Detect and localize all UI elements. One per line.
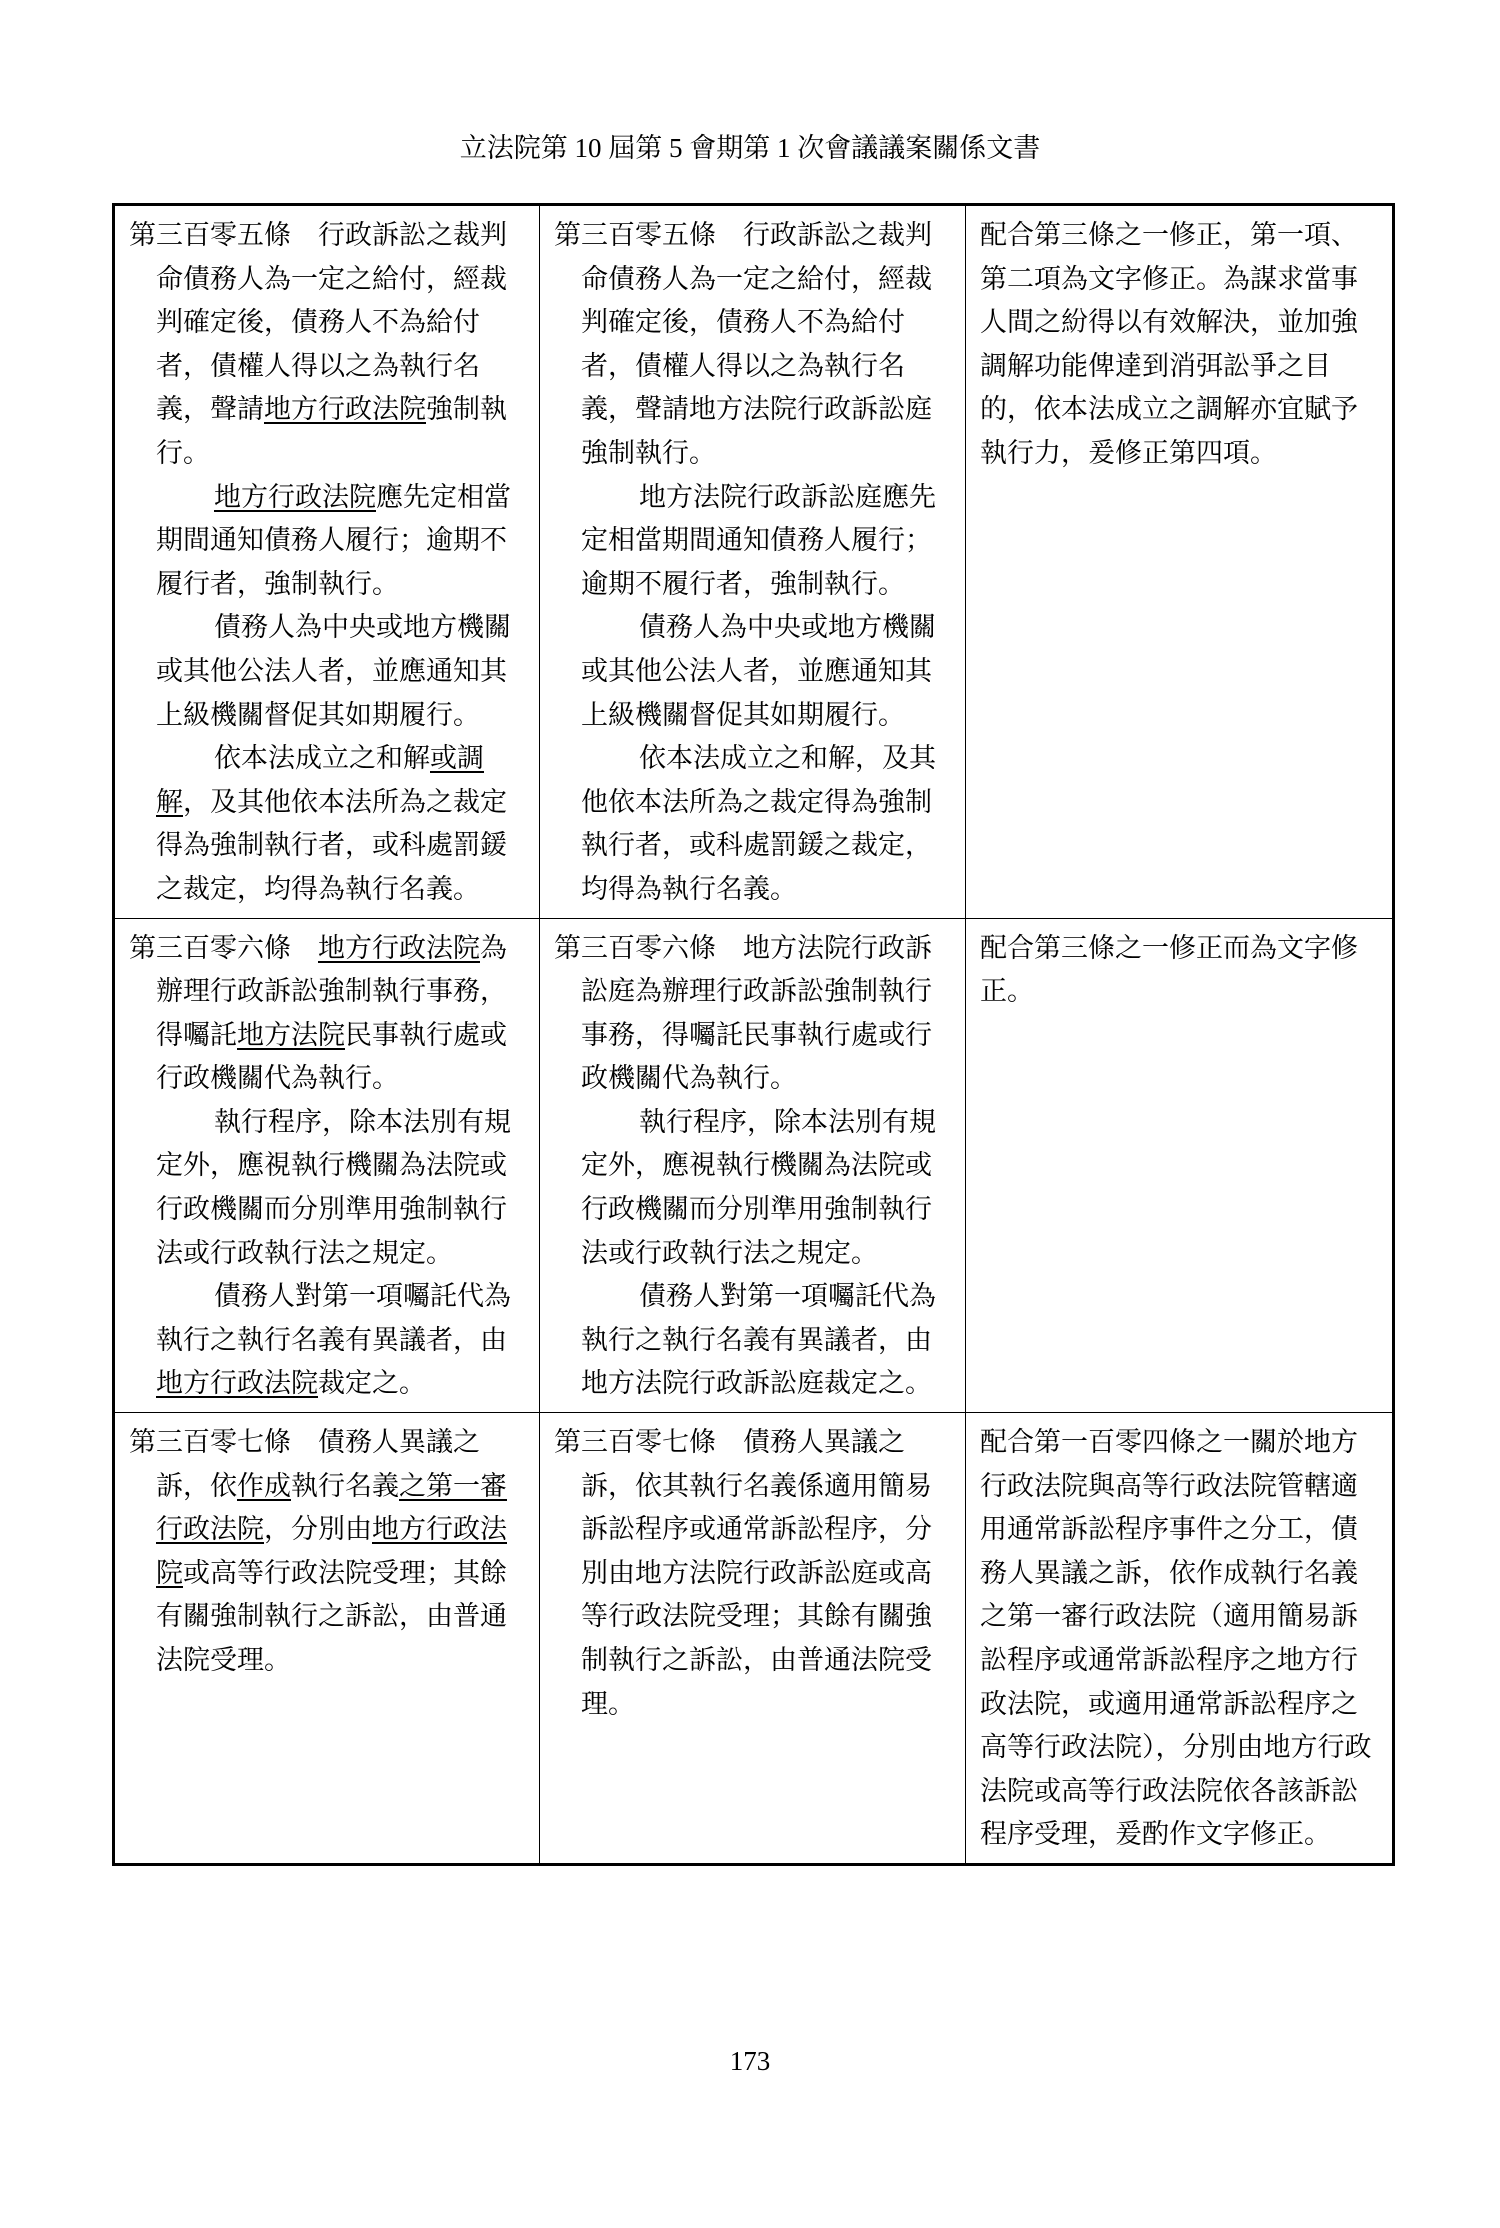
article-paragraph (129, 737, 525, 911)
table-row (114, 205, 1394, 919)
article-paragraph (129, 1101, 525, 1275)
article-paragraph (554, 1101, 951, 1275)
amended-text-segment: 之第一審行政法院 (156, 1470, 507, 1546)
amended-text-segment: 地方行政法院 (156, 1368, 318, 1400)
amended-text-segment: 地方行政法院 (264, 394, 426, 426)
article-paragraph (554, 606, 951, 737)
text-segment: 民事執行處或行政機關代為執行。 (156, 1019, 507, 1095)
text-segment: 應先定相當期間通知債務人履行；逾期不履行者，強制執行。 (156, 481, 511, 600)
article-paragraph (554, 1275, 951, 1406)
text-segment: 或高等行政法院受理；其餘有關強制執行之訴訟，由普通法院受理。 (156, 1557, 507, 1676)
article-first-paragraph (129, 1421, 525, 1683)
explanation-text: 配合第三條之一修正，第一項、第二項為文字修正。為謀求當事人間之紛得以有效解決，並加強調解功能俾達到消弭訟爭之目的，依本法成立之調解亦宜賦予執行力，爰修正第四項。 (980, 220, 1358, 469)
text-segment: 第三百零七條 (129, 1427, 291, 1459)
text-segment: 債務人對第一項囑託代為執行之執行名義有異議者，由地方法院行政訴訟庭裁定之。 (581, 1281, 936, 1400)
text-segment: 裁定之。 (318, 1368, 426, 1400)
text-segment: 債務人異議之訴，依其執行名義係適用簡易訴訟程序或通常訴訟程序，分別由地方法院行政訴訟庭或高等行政法院受理；其餘有關強制執行之訴訟，由普通法院受理。 (581, 1427, 932, 1720)
text-segment: ，分別由 (264, 1514, 372, 1546)
text-segment: 債務人對第一項囑託代為執行之執行名義有異議者，由 (156, 1281, 511, 1356)
amended-text-segment: 地方行政法院 (156, 1514, 507, 1589)
text-segment: 債務人為中央或地方機關或其他公法人者，並應通知其上級機關督促其如期履行。 (581, 612, 936, 731)
text-segment: 債務人異議之訴，依 (156, 1427, 480, 1502)
text-segment: 第三百零五條 (129, 220, 291, 251)
page-number: 173 (729, 2046, 771, 2076)
text-segment: 地方法院行政訴訟庭應先定相當期間通知債務人履行；逾期不履行者，強制執行。 (581, 481, 936, 600)
current-article-cell (540, 1413, 966, 1865)
article-first-paragraph (129, 214, 525, 476)
article-paragraph (129, 1275, 525, 1406)
current-article-cell (540, 918, 966, 1413)
text-segment: 執行程序，除本法別有規定外，應視執行機關為法院或行政機關而分別準用強制執行法或行政執行法之規定。 (156, 1106, 511, 1269)
table-row (114, 1413, 1394, 1865)
text-segment: 地方法院行政訴訟庭為辦理行政訴訟強制執行事務，得囑託民事執行處或行政機關代為執行。 (581, 932, 932, 1095)
text-segment: 行政訴訟之裁判命債務人為一定之給付，經裁判確定後，債務人不為給付者，債權人得以之為執行名義，聲請地方法院行政訴訟庭強制執行。 (581, 220, 932, 469)
text-segment: 債務人為中央或地方機關或其他公法人者，並應通知其上級機關督促其如期履行。 (156, 612, 511, 731)
comparison-table (112, 203, 1395, 1866)
amended-text-segment: 地方法院 (237, 1019, 345, 1051)
amended-article-cell (114, 918, 540, 1413)
explanation-text: 配合第三條之一修正而為文字修正。 (980, 932, 1358, 1008)
text-segment: 強制執行。 (156, 394, 507, 469)
article-paragraph (554, 476, 951, 607)
amended-article-cell (114, 205, 540, 919)
current-article-cell (540, 205, 966, 919)
text-segment: 執行名義 (291, 1470, 399, 1502)
amended-text-segment: 或調解 (156, 743, 484, 818)
amended-text-segment: 地方行政法院 (318, 932, 480, 964)
text-segment: 依本法成立之和解，及其他依本法所為之裁定得為強制執行者，或科處罰鍰之裁定，均得為執行名義。 (581, 743, 936, 905)
text-segment: ，及其他依本法所為之裁定得為強制執行者，或科處罰鍰之裁定，均得為執行名義。 (156, 786, 507, 905)
amended-text-segment: 作成 (237, 1470, 291, 1502)
text-segment: 第三百零五條 (554, 220, 716, 251)
text-segment: 行政訴訟之裁判命債務人為一定之給付，經裁判確定後，債務人不為給付者，債權人得以之為執行名義，聲請 (156, 220, 507, 426)
text-segment: 第三百零六條 (129, 932, 291, 964)
article-paragraph (129, 606, 525, 737)
amended-text-segment: 地方行政法院 (214, 481, 376, 513)
text-segment: 為辦理行政訴訟強制執行事務，得囑託 (156, 932, 507, 1051)
document-header: 立法院第 10 屆第 5 會期第 1 次會議議案關係文書 (459, 133, 1041, 163)
explanation-cell (966, 1413, 1394, 1865)
explanation-cell (966, 205, 1394, 919)
explanation-text: 配合第一百零四條之一關於地方行政法院與高等行政法院管轄適用通常訴訟程序事件之分工，債務人異議之訴，依作成執行名義之第一審行政法院（適用簡易訴訟程序或通常訴訟程序之地方行政法院，或適用通常訴訟程序之高等行政法院），分別由地方行政法院或高等行政法院依各該訴訟程序受理，爰酌作文字修正。 (980, 1427, 1372, 1851)
article-first-paragraph (554, 214, 951, 476)
table-row (114, 918, 1394, 1413)
text-segment: 第三百零七條 (554, 1427, 716, 1459)
text-segment: 第三百零六條 (554, 932, 716, 964)
article-paragraph (129, 476, 525, 607)
text-segment: 依本法成立之和解 (214, 743, 430, 775)
explanation-cell (966, 918, 1394, 1413)
article-first-paragraph (554, 927, 951, 1101)
article-paragraph (554, 737, 951, 911)
text-segment: 執行程序，除本法別有規定外，應視執行機關為法院或行政機關而分別準用強制執行法或行政執行法之規定。 (581, 1106, 936, 1269)
amended-article-cell (114, 1413, 540, 1865)
article-first-paragraph (129, 927, 525, 1101)
article-first-paragraph (554, 1421, 951, 1726)
